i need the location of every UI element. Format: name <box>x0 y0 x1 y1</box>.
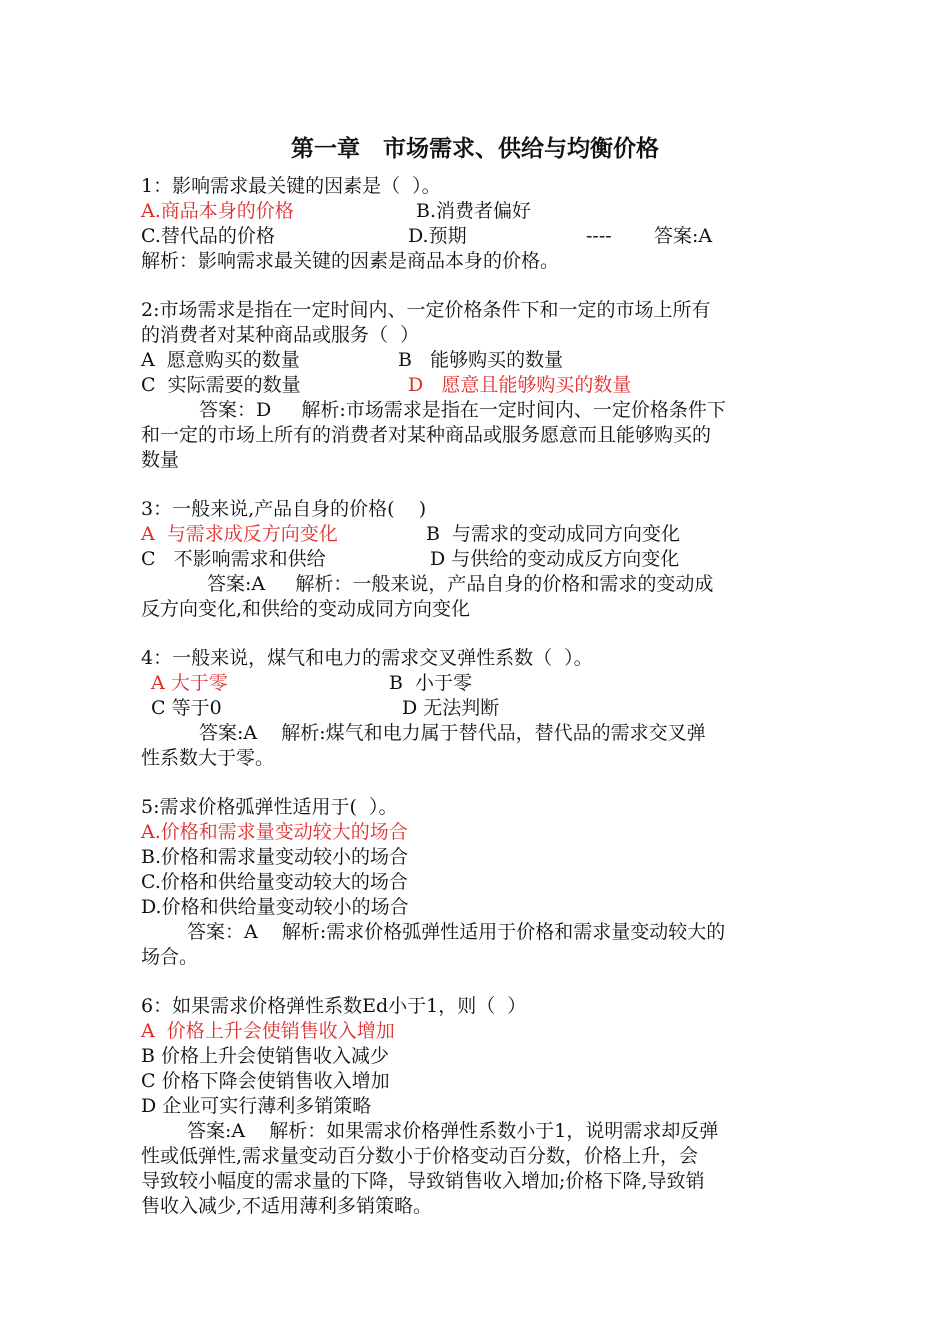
question-6-analysis-line: 售收入减少,不适用薄利多销策略。 <box>141 1195 433 1217</box>
question-3-option-d: D 与供给的变动成反方向变化 <box>430 548 680 570</box>
question-2-analysis-line: 答案：D 解析:市场需求是指在一定时间内、一定价格条件下 <box>199 399 726 421</box>
question-5-option-d: D.价格和供给量变动较小的场合 <box>141 896 409 918</box>
chapter-title: 第一章 市场需求、供给与均衡价格 <box>291 136 659 162</box>
question-2-analysis-line: 数量 <box>141 449 180 471</box>
question-6-stem: 6：如果需求价格弹性系数Ed小于1，则（ ） <box>141 995 527 1017</box>
question-6-option-a-correct: A 价格上升会使销售收入增加 <box>141 1020 395 1042</box>
question-5-analysis-line: 答案：A 解析:需求价格弧弹性适用于价格和需求量变动较大的 <box>187 921 726 943</box>
question-1-option-c: C.替代品的价格 <box>141 225 275 247</box>
question-6-analysis-line: 答案:A 解析：如果需求价格弹性系数小于1，说明需求却反弹 <box>187 1120 719 1142</box>
question-4-stem: 4：一般来说，煤气和电力的需求交叉弹性系数（ ）。 <box>141 647 593 669</box>
question-6-option-d: D 企业可实行薄利多销策略 <box>141 1095 372 1117</box>
question-2-option-c: C 实际需要的数量 <box>141 374 301 396</box>
question-6-analysis-line: 性或低弹性,需求量变动百分数小于价格变动百分数，价格上升，会 <box>141 1145 699 1167</box>
question-3-option-b: B 与需求的变动成同方向变化 <box>426 523 681 545</box>
question-3-option-c: C 不影响需求和供给 <box>141 548 326 570</box>
question-1-option-a-correct: A.商品本身的价格 <box>141 200 294 222</box>
question-4-option-b: B 小于零 <box>389 672 473 694</box>
question-1-option-b: B.消费者偏好 <box>416 200 532 222</box>
question-2-option-d-correct: D 愿意且能够购买的数量 <box>408 374 632 396</box>
question-4-analysis-line: 答案:A 解析:煤气和电力属于替代品，替代品的需求交叉弹 <box>199 722 706 744</box>
question-1-option-d: D.预期 <box>408 225 467 247</box>
question-1-dash: ---- <box>586 225 612 247</box>
question-2-stem-line: 2:市场需求是指在一定时间内、一定价格条件下和一定的市场上所有 <box>141 299 711 321</box>
question-2-analysis-line: 和一定的市场上所有的消费者对某种商品或服务愿意而且能够购买的 <box>141 424 712 446</box>
question-4-option-d: D 无法判断 <box>402 697 500 719</box>
question-6-analysis-line: 导致较小幅度的需求量的下降，导致销售收入增加;价格下降,导致销 <box>141 1170 705 1192</box>
question-2-stem-line: 的消费者对某种商品或服务（ ） <box>141 324 420 346</box>
question-3-analysis-line: 答案:A 解析：一般来说，产品自身的价格和需求的变动成 <box>207 573 714 595</box>
question-1-stem: 1：影响需求最关键的因素是（ ）。 <box>141 175 441 197</box>
question-6-option-b: B 价格上升会使销售收入减少 <box>141 1045 390 1067</box>
question-5-stem: 5:需求价格弧弹性适用于( ）。 <box>141 796 398 818</box>
question-6-option-c: C 价格下降会使销售收入增加 <box>141 1070 390 1092</box>
question-3-stem: 3：一般来说,产品自身的价格( ) <box>141 498 427 520</box>
question-3-analysis-line: 反方向变化,和供给的变动成同方向变化 <box>141 598 471 620</box>
question-5-option-c: C.价格和供给量变动较大的场合 <box>141 871 408 893</box>
question-4-analysis-line: 性系数大于零。 <box>141 747 275 769</box>
question-1-analysis: 解析：影响需求最关键的因素是商品本身的价格。 <box>141 250 560 272</box>
question-5-option-b: B.价格和需求量变动较小的场合 <box>141 846 409 868</box>
question-5-analysis-line: 场合。 <box>141 946 199 968</box>
question-4-option-c: C 等于0 <box>151 697 222 719</box>
question-5-option-a-correct: A.价格和需求量变动较大的场合 <box>141 821 408 843</box>
question-1-answer: 答案:A <box>654 225 713 247</box>
question-2-option-a: A 愿意购买的数量 <box>141 349 300 371</box>
question-4-option-a-correct: A 大于零 <box>151 672 228 694</box>
question-3-option-a-correct: A 与需求成反方向变化 <box>141 523 338 545</box>
question-2-option-b: B 能够购买的数量 <box>398 349 564 371</box>
